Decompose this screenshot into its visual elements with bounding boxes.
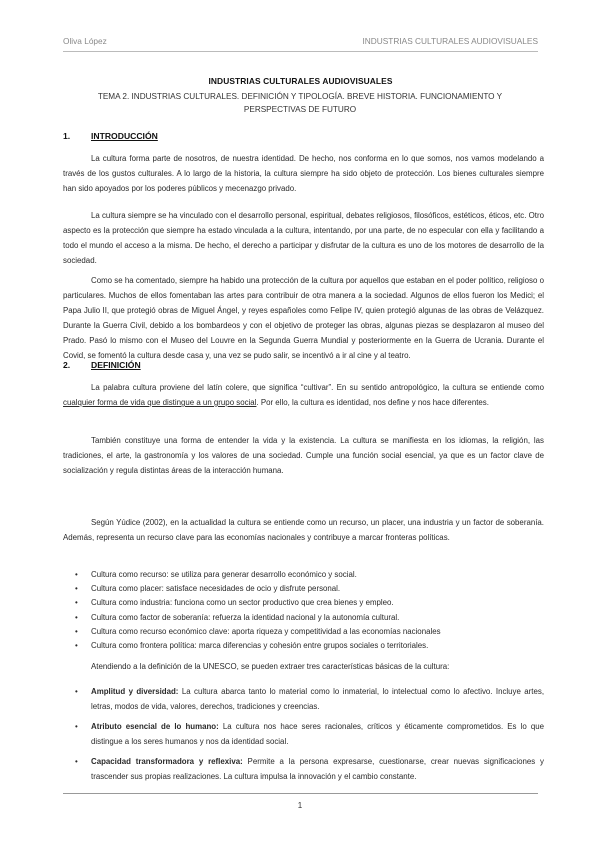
list-item: • Cultura como recurso: se utiliza para generar desarrollo económico y social. — [75, 570, 357, 579]
characteristic-term: Capacidad transformadora y reflexiva: — [91, 756, 243, 766]
document-subtitle: TEMA 2. INDUSTRIAS CULTURALES. DEFINICIÓN Y TIPOLOGÍA. BREVE HISTORIA. FUNCIONAMIENTO Y PERSPECTIVAS DE FUTURO — [97, 92, 503, 114]
intro-paragraph-3: Como se ha comentado, siempre ha habido una protección de la cultura por aquellos que estaban en el poder político, religioso o particulares. Muchos de ellos fomentaban las artes para contribuir de otra manera a la sociedad. Algunos de ellos fueron los Medici; el Papa Julio II, que protegió obras de Miguel Ángel, y reyes españoles como Felipe IV, quien protegió algunas de las obras de Velázquez. Durante la Guerra Civil, debido a los bombardeos y con el objetivo de proteger las obras, algunas piezas se desplazaron al museo del Prado. Pasó lo mismo con el Museo del Louvre en la Segunda Guerra Mundial y posteriormente en la Guerra de Ucrania. Durante el Covid, se fomentó la cultura desde casa y, una vez se pudo salir, se incentivó a ir al cine y al teatro. — [63, 276, 544, 360]
definition-paragraph-2: También constituye una forma de entender la vida y la existencia. La cultura se manifiesta en los idiomas, la religión, las tradiciones, el arte, la gastronomía y los valores de una sociedad. Cumple una función social esencial, ya que es un factor clave de socialización y regula distintas áreas de la interacción humana. — [63, 436, 544, 475]
document-title: INDUSTRIAS CULTURALES AUDIOVISUALES — [208, 76, 393, 86]
list-item: • Cultura como placer: satisface necesidades de ocio y disfrute personal. — [75, 584, 341, 594]
definition-paragraph-1 — [63, 380, 544, 410]
section-2-number: 2. — [63, 360, 71, 370]
header-author: Oliva López — [63, 36, 107, 46]
header-divider — [63, 51, 538, 52]
header-course: INDUSTRIAS CULTURALES AUDIOVISUALES — [362, 36, 538, 46]
definition-p1-start: La palabra cultura proviene del latín colere, que significa “cultivar”. En su sentido antropológico, la cultura se entiende como — [91, 383, 544, 392]
list-item: • Cultura como recurso económico clave: aporta riqueza y competitividad a las economías nacionales — [75, 626, 441, 636]
section-1-number: 1. — [63, 131, 71, 141]
list-item: • Cultura como factor de soberanía: refuerza la identidad nacional y la autonomía cultural. — [75, 612, 400, 622]
definition-p1-underlined: cualquier forma de vida que distingue a un grupo social — [63, 398, 257, 407]
unesco-characteristics-list — [63, 684, 544, 788]
definition-p1-end: . Por ello, la cultura es identidad, nos define y nos hace diferentes. — [256, 398, 489, 407]
page-header — [63, 36, 538, 46]
list-item: • Amplitud y diversidad: La cultura abarca tanto lo material como lo inmaterial, lo intelectual como lo afectivo. Incluye artes, letras, modos de vida, valores, derechos, tradiciones y creencias. — [75, 687, 545, 712]
footer-divider — [63, 793, 538, 794]
cultura-concepts-list — [63, 568, 544, 653]
unesco-paragraph: Atendiendo a la definición de la UNESCO, se pueden extraer tres características básicas de la cultura: — [91, 662, 450, 671]
section-1-label: INTRODUCCIÓN — [91, 131, 158, 141]
list-item: • Atributo esencial de lo humano: La cultura nos hace seres racionales, críticos y éticamente comprometidos. Es lo que distingue a los seres humanos y nos da identidad social. — [75, 721, 544, 747]
page-number: 1 — [297, 801, 303, 810]
list-item: • Cultura como industria: funciona como un sector productivo que crea bienes y empleo. — [75, 598, 394, 608]
section-2-label: DEFINICIÓN — [91, 360, 141, 370]
characteristic-term: Amplitud y diversidad: — [91, 687, 179, 696]
section-1-heading — [63, 131, 158, 141]
intro-paragraph-2: La cultura siempre se ha vinculado con el desarrollo personal, espiritual, debates religiosos, filosóficos, estéticos, éticos, etc. Otro aspecto es la protección que siempre ha estado vinculada a la cultura, intentando, por una parte, de no especular con ella y facilitando a todo el mundo el acceso a la misma. De hecho, el derecho a participar y disfrutar de la cultura es uno de los motores de desarrollo de la sociedad. — [63, 211, 544, 265]
list-item: • Cultura como frontera política: marca diferencias y cohesión entre grupos sociales o territoriales. — [75, 641, 429, 651]
section-2-heading — [63, 360, 141, 370]
definition-paragraph-3: Según Yúdice (2002), en la actualidad la cultura se entiende como un recurso, un placer, una industria y un factor de soberanía. Además, representa un recurso clave para las economías nacionales y contribuye a marcar fronteras políticas. — [63, 518, 544, 542]
characteristic-term: Atributo esencial de lo humano: — [91, 721, 219, 731]
list-item: • Capacidad transformadora y reflexiva: Permite a la persona expresarse, cuestionarse, crear nuevas significaciones y trascender sus propias realizaciones. La cultura impulsa la innovación y el cambio constante. — [75, 756, 545, 782]
intro-paragraph-1: La cultura forma parte de nosotros, de nuestra identidad. De hecho, nos conforma en lo que somos, nos vamos modelando a través de los gustos culturales. A lo largo de la historia, la cultura siempre ha sido objeto de protección. Los bienes culturales siempre han sido apoyados por los poderes públicos y mecenazgo privado. — [63, 154, 544, 193]
